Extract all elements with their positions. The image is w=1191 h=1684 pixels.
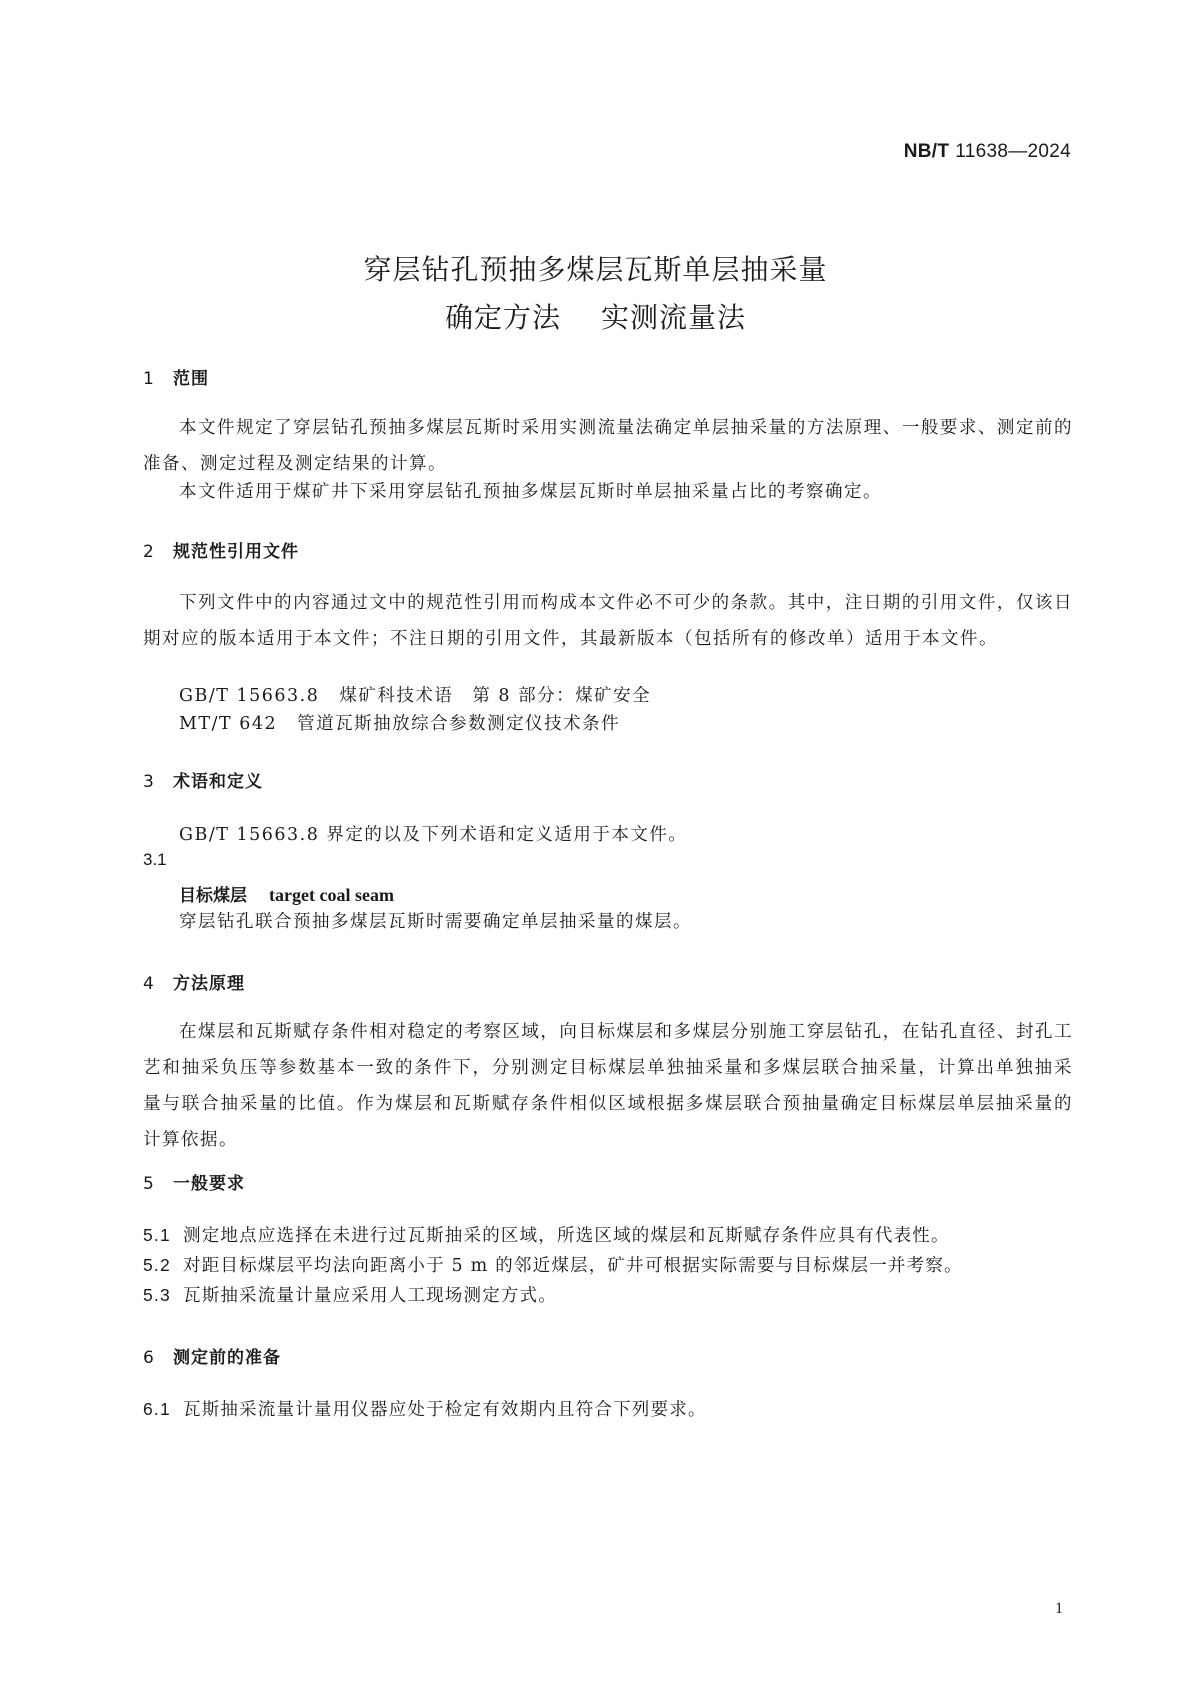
section-5-heading: 5 一般要求 — [143, 1174, 245, 1194]
section-3-title: 术语和定义 — [173, 772, 263, 792]
clause-5-2: 5.2 对距目标煤层平均法向距离小于 5 m 的邻近煤层，矿井可根据实际需要与目标煤层一并考察。 — [143, 1255, 963, 1276]
section-1-para-1: 本文件规定了穿层钻孔预抽多煤层瓦斯时采用实测流量法确定单层抽采量的方法原理、一般要求、测定前的准备、测定过程及测定结果的计算。 — [143, 418, 1073, 474]
section-2-title: 规范性引用文件 — [173, 542, 299, 562]
section-1-heading: 1 范围 — [143, 369, 209, 389]
section-5-title: 一般要求 — [173, 1174, 245, 1194]
document-title-line2 — [0, 296, 1191, 336]
term-english: target coal seam — [269, 885, 394, 905]
clause-5-3: 5.3 瓦斯抽采流量计量应采用人工现场测定方式。 — [143, 1285, 557, 1306]
title-part-b: 实测流量法 — [601, 301, 747, 334]
term-number: 3.1 — [143, 850, 167, 869]
reference-code: MT/T 642 — [179, 714, 278, 734]
section-6-title: 测定前的准备 — [173, 1348, 281, 1368]
clause-5-1: 5.1 测定地点应选择在未进行过瓦斯抽采的区域，所选区域的煤层和瓦斯赋存条件应具有代表性。 — [143, 1225, 950, 1246]
section-4-para-1: 在煤层和瓦斯赋存条件相对稳定的考察区域，向目标煤层和多煤层分别施工穿层钻孔，在钻孔直径、封孔工艺和抽采负压等参数基本一致的条件下，分别测定目标煤层单独抽采量和多煤层联合抽采量，计算出单独抽采量与联合抽采量的比值。作为煤层和瓦斯赋存条件相似区域根据多煤层联合预抽量确定目标煤层单层抽采量的计算依据。 — [143, 1022, 1073, 1150]
standard-prefix: NB/T — [903, 141, 950, 162]
reference-code: GB/T 15663.8 — [179, 686, 320, 706]
term-definition: 穿层钻孔联合预抽多煤层瓦斯时需要确定单层抽采量的煤层。 — [179, 912, 692, 932]
standard-code — [904, 141, 1071, 163]
reference-title: 管道瓦斯抽放综合参数测定仪技术条件 — [297, 714, 621, 734]
page-number: 1 — [1055, 1600, 1063, 1617]
section-1-para-2: 本文件适用于煤矿井下采用穿层钻孔预抽多煤层瓦斯时单层抽采量占比的考察确定。 — [179, 482, 882, 502]
clause-6-1: 6.1 瓦斯抽采流量计量用仪器应处于检定有效期内且符合下列要求。 — [143, 1399, 707, 1420]
section-1-title: 范围 — [173, 369, 209, 389]
normative-reference-1 — [179, 682, 651, 707]
section-6-heading: 6 测定前的准备 — [143, 1348, 281, 1368]
standard-number: 11638—2024 — [955, 141, 1071, 162]
reference-title: 煤矿科技术语 第 8 部分：煤矿安全 — [339, 686, 652, 706]
term-chinese: 目标煤层 — [179, 886, 247, 906]
section-2-para-1: 下列文件中的内容通过文中的规范性引用而构成本文件必不可少的条款。其中，注日期的引用文件，仅该日期对应的版本适用于本文件；不注日期的引用文件，其最新版本（包括所有的修改单）适用于本文件。 — [143, 593, 1073, 649]
section-4-heading: 4 方法原理 — [143, 974, 245, 994]
title-part-a: 确定方法 — [444, 301, 561, 334]
section-4-title: 方法原理 — [173, 974, 245, 994]
section-3-para-1: GB/T 15663.8 界定的以及下列术语和定义适用于本文件。 — [179, 825, 688, 845]
normative-reference-2 — [179, 710, 620, 735]
term-entry — [179, 881, 394, 906]
section-2-heading: 2 规范性引用文件 — [143, 542, 299, 562]
section-3-heading: 3 术语和定义 — [143, 772, 263, 792]
document-title-line1: 穿层钻孔预抽多煤层瓦斯单层抽采量 — [363, 253, 828, 286]
